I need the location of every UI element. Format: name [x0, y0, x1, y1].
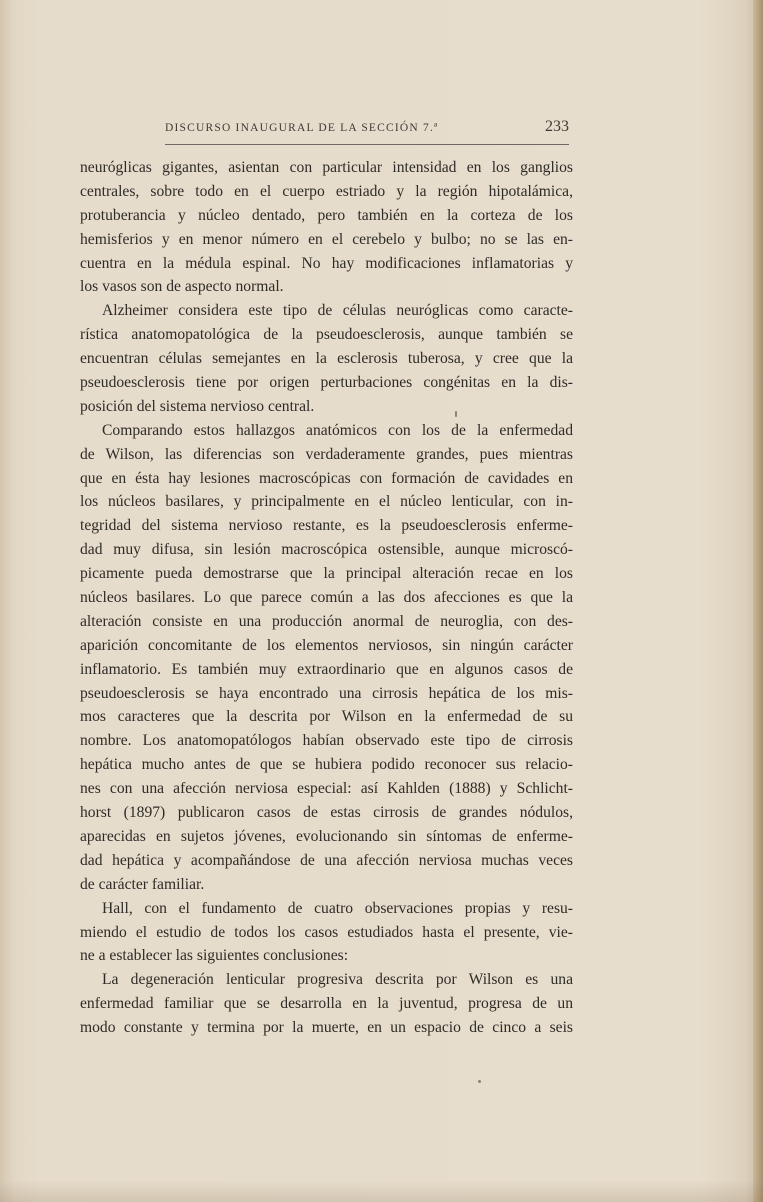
text-line: modo constante y termina por la muerte, en un espacio de cinco a seis [80, 1019, 573, 1037]
text-line: núcleos basilares. Lo que parece común a las dos afecciones es que la [80, 589, 573, 607]
text-line: Comparando estos hallazgos anatómicos con los de la enfermedad [102, 421, 573, 439]
text-line: La degeneración lenticular progresiva descrita por Wilson es una [102, 971, 573, 989]
text-line: centrales, sobre todo en el cuerpo estriado y la región hipotalámica, [80, 182, 573, 200]
text-line: pseudoesclerosis tiene por origen perturbaciones congénitas en la dis- [80, 374, 573, 392]
text-line: que en ésta hay lesiones macroscópicas con formación de cavidades en [80, 469, 573, 487]
text-line: encuentran células semejantes en la esclerosis tuberosa, y cree que la [80, 350, 573, 368]
text-line: protuberancia y núcleo dentado, pero también en la corteza de los [80, 206, 573, 224]
page-header [165, 118, 569, 145]
text-line: dad muy difusa, sin lesión macroscópica ostensible, aunque microscó- [80, 541, 573, 559]
text-line: posición del sistema nervioso central. [80, 397, 315, 415]
text-line: picamente pueda demostrarse que la principal alteración recae en los [80, 565, 573, 583]
text-line: Alzheimer considera este tipo de células neuróglicas como caracte- [102, 302, 573, 320]
text-line: ne a establecer las siguientes conclusiones: [80, 947, 349, 965]
text-line: nes con una afección nerviosa especial: así Kahlden (1888) y Schlicht- [80, 780, 573, 798]
text-line: rística anatomopatológica de la pseudoesclerosis, aunque también se [80, 326, 573, 344]
text-line: miendo el estudio de todos los casos estudiados hasta el presente, vie- [80, 923, 573, 941]
page-edge-shadow [753, 0, 763, 1202]
text-line: enfermedad familiar que se desarrolla en la juventud, progresa de un [80, 995, 573, 1013]
text-line: hemisferios y en menor número en el cerebelo y bulbo; no se las en- [80, 230, 573, 248]
text-line: aparición concomitante de los elementos nerviosos, sin ningún carácter [80, 636, 573, 654]
text-line: inflamatorio. Es también muy extraordinario que en algunos casos de [80, 660, 573, 678]
text-line: mos caracteres que la descrita por Wilson en la enfermedad de su [80, 708, 573, 726]
text-line: tegridad del sistema nervioso restante, es la pseudoesclerosis enferme- [80, 517, 573, 535]
text-line: los núcleos basilares, y principalmente en el núcleo lenticular, con in- [80, 493, 573, 511]
text-line: hepática mucho antes de que se hubiera podido reconocer sus relacio- [80, 756, 573, 774]
text-line: los vasos son de aspecto normal. [80, 278, 284, 296]
text-line: de Wilson, las diferencias son verdaderamente grandes, pues mientras [80, 445, 573, 463]
text-line: dad hepática y acompañándose de una afección nerviosa muchas veces [80, 851, 573, 869]
text-line: nombre. Los anatomopatólogos habían observado este tipo de cirrosis [80, 732, 573, 750]
text-line: horst (1897) publicaron casos de estas cirrosis de grandes nódulos, [80, 804, 573, 822]
paper-speck [478, 1080, 481, 1083]
text-line: Hall, con el fundamento de cuatro observaciones propias y resu- [102, 899, 573, 917]
text-line: pseudoesclerosis se haya encontrado una cirrosis hepática de los mis- [80, 684, 573, 702]
text-line: neuróglicas gigantes, asientan con particular intensidad en los ganglios [80, 159, 573, 176]
text-line: cuentra en la médula espinal. No hay modificaciones inflamatorias y [80, 254, 573, 272]
running-head: DISCURSO INAUGURAL DE LA SECCIÓN 7.ª [165, 122, 439, 134]
text-line: alteración consiste en una producción anormal de neuroglia, con des- [80, 612, 573, 630]
text-line: de carácter familiar. [80, 875, 205, 893]
body-text [80, 156, 573, 1040]
text-line: aparecidas en sujetos jóvenes, evolucionando sin síntomas de enferme- [80, 827, 573, 845]
page-number: 233 [545, 118, 569, 135]
paper-speck [455, 411, 457, 417]
